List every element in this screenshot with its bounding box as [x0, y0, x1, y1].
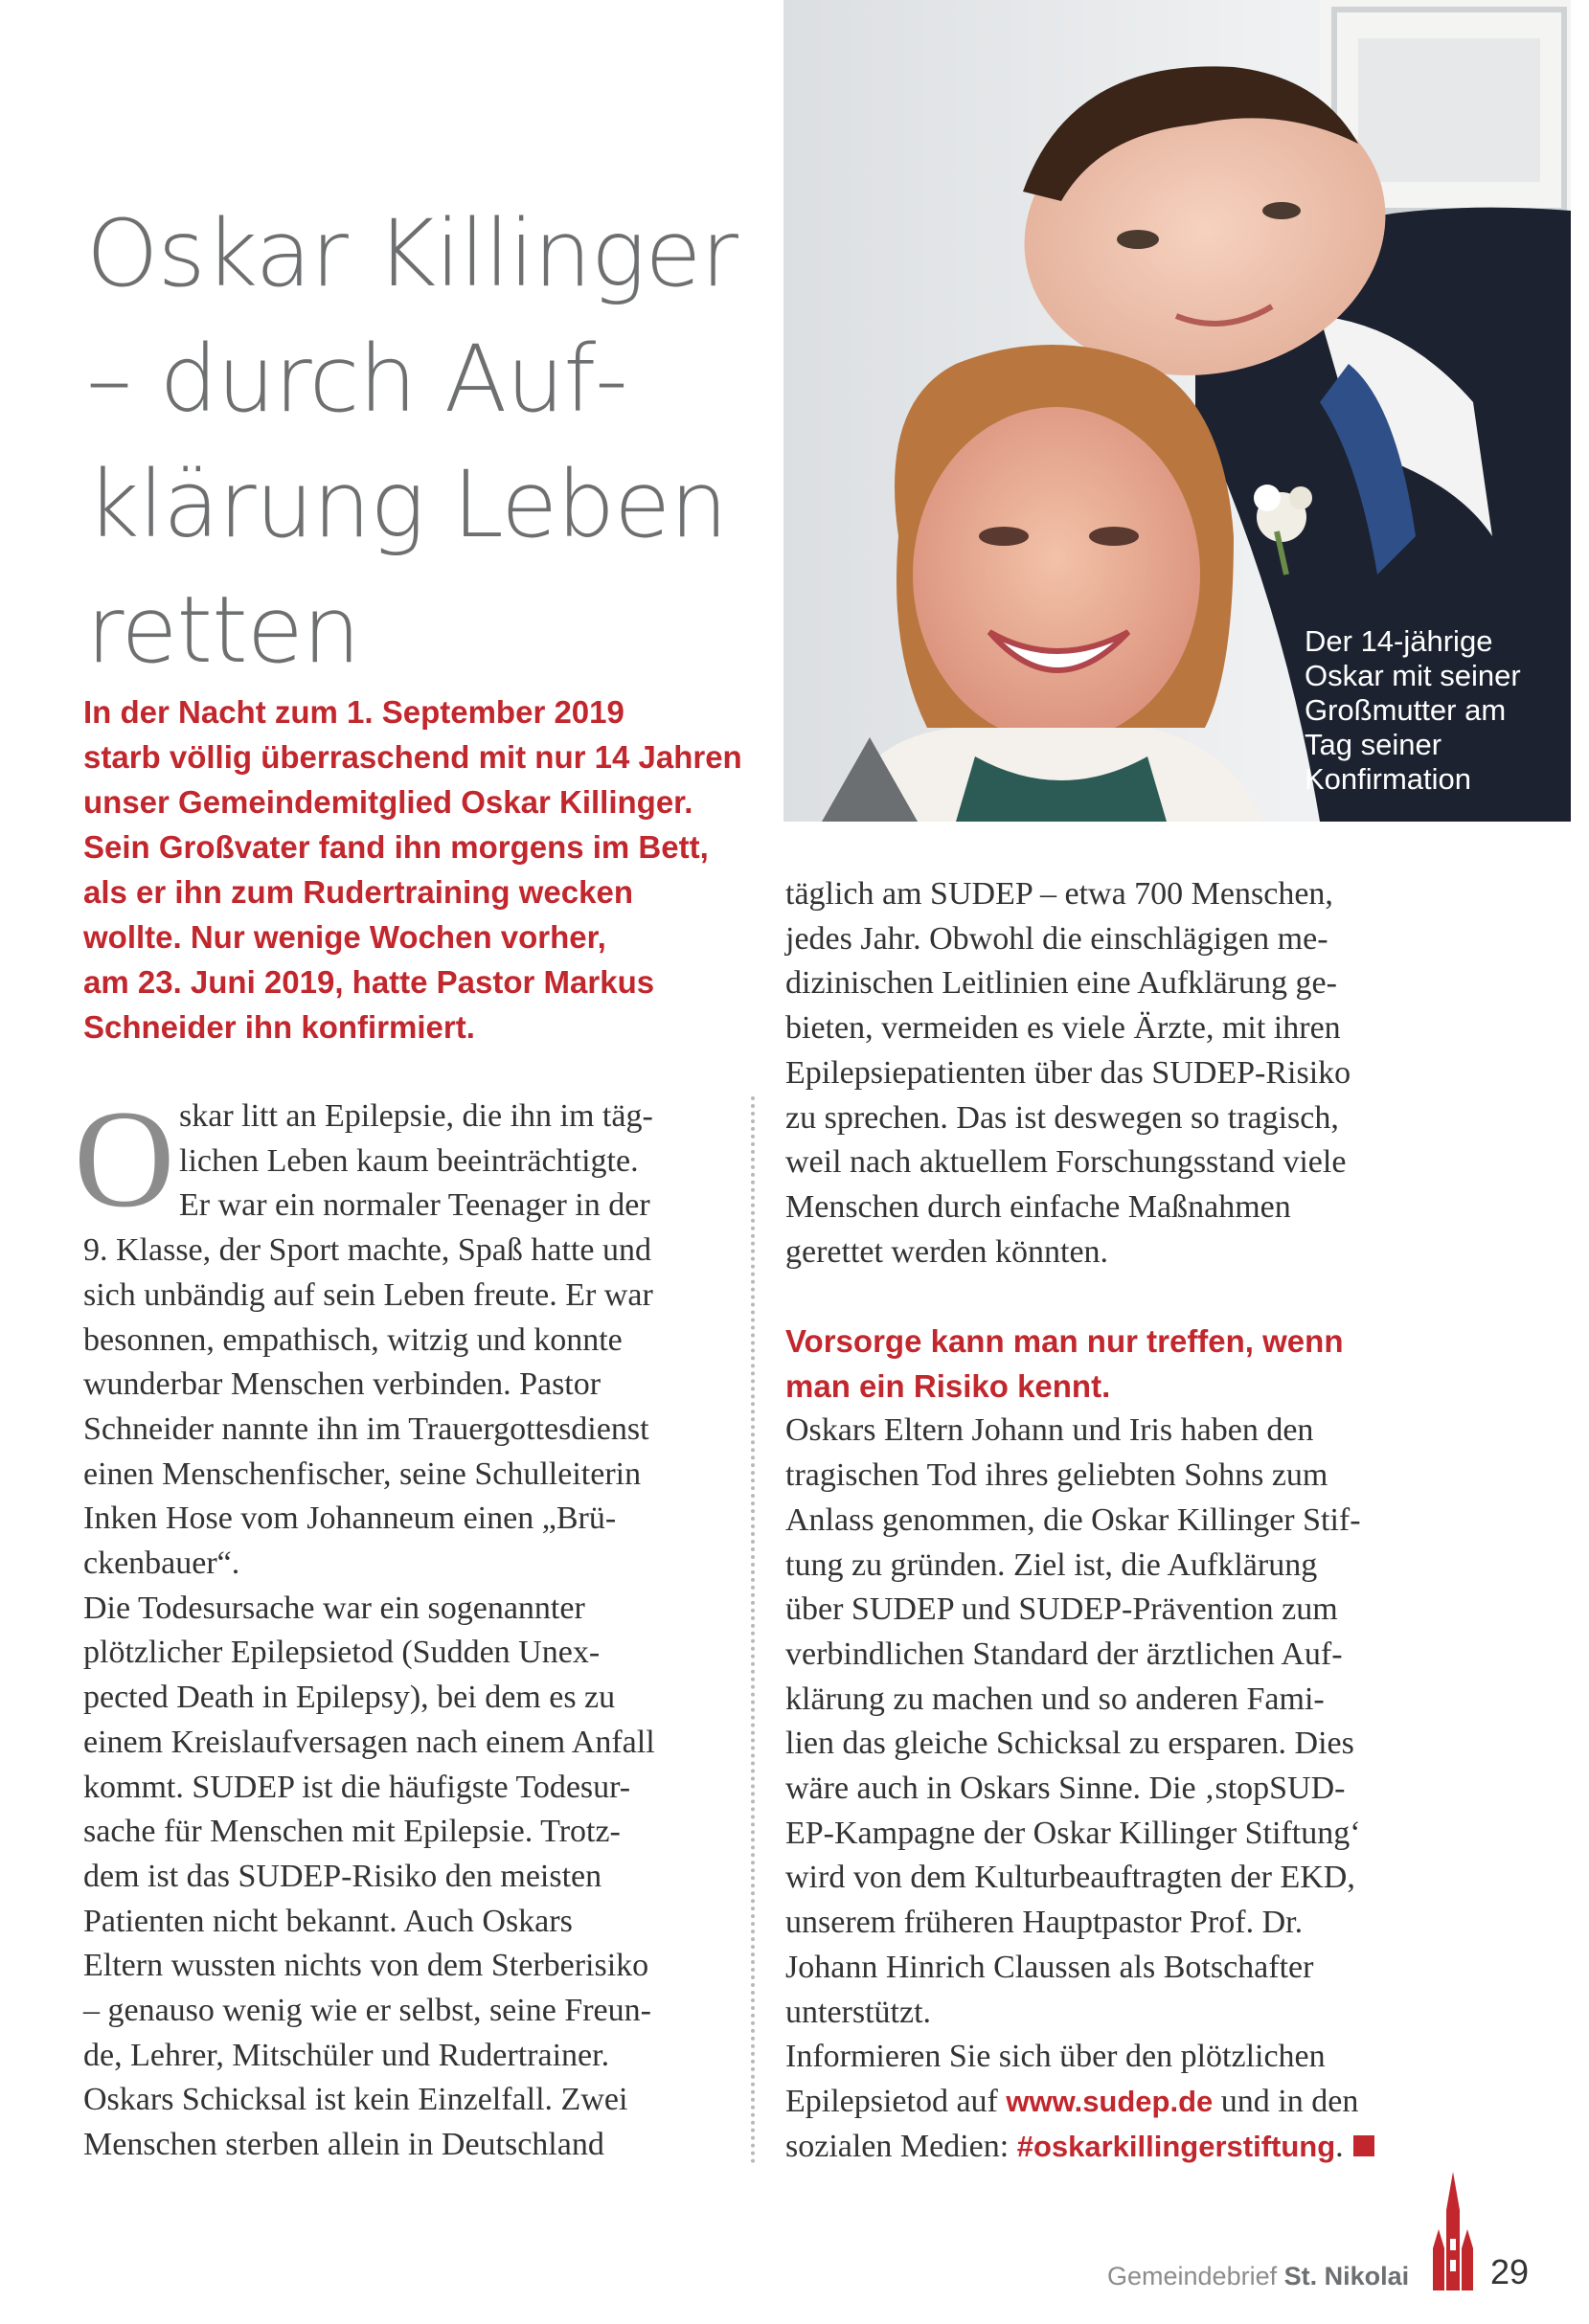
lead-line: Schneider ihn konfirmiert. — [83, 1009, 475, 1045]
drop-cap: O — [74, 1081, 175, 1236]
publication-name: Gemeindebrief — [1107, 2262, 1278, 2290]
body-line: Er war ein normaler Teenager in der — [179, 1187, 650, 1224]
website-link[interactable]: www.sudep.de — [1006, 2084, 1214, 2118]
lead-line: Sein Großvater fand ihn morgens im Bett, — [83, 829, 709, 865]
body-line: wird von dem Kulturbeauftragten der EKD, — [785, 1860, 1355, 1896]
title-line: – durch Auf- — [86, 326, 627, 433]
body-line: EP-Kampagne der Oskar Killinger Stiftung‘ — [785, 1815, 1361, 1851]
title-line: Oskar Killinger — [86, 200, 738, 307]
body-column-left — [83, 1094, 735, 2168]
footer-publication — [1107, 2262, 1409, 2291]
church-tower-icon — [1431, 2172, 1475, 2290]
body-line: dizinischen Leitlinien eine Aufklärung ge- — [785, 965, 1337, 1002]
body-line: Anlass genommen, die Oskar Killinger Stif- — [785, 1501, 1361, 1538]
body-line: skar litt an Epilepsie, die ihn im täg- — [179, 1098, 653, 1134]
caption-line: Konfirmation — [1305, 762, 1472, 796]
body-line: einen Menschenfischer, seine Schulleiterin — [83, 1455, 642, 1492]
caption-line: Oskar mit seiner — [1305, 659, 1521, 692]
body-column-right — [785, 872, 1418, 2169]
body-text: Epilepsietod auf — [785, 2083, 1007, 2119]
body-line: Die Todesursache war ein sogenannter — [83, 1590, 585, 1626]
body-line: tragischen Tod ihres geliebten Sohns zum — [785, 1457, 1328, 1494]
body-line: lichen Leben kaum beeinträchtigte. — [179, 1142, 639, 1179]
lead-line: wollte. Nur wenige Wochen vorher, — [83, 919, 606, 955]
article-lead — [83, 689, 754, 1049]
body-line: verbindlichen Standard der ärztlichen Auf- — [785, 1636, 1343, 1672]
body-line: kommt. SUDEP ist die häufigste Todesur- — [83, 1769, 631, 1805]
body-line: Patienten nicht bekannt. Auch Oskars — [83, 1903, 573, 1939]
lead-line: In der Nacht zum 1. September 2019 — [83, 694, 624, 730]
lead-line: unser Gemeindemitglied Oskar Killinger. — [83, 784, 693, 820]
title-line: retten — [86, 576, 360, 684]
photo-caption — [1305, 624, 1563, 797]
column-divider — [751, 1096, 755, 2164]
body-line: wunderbar Menschen verbinden. Pastor — [83, 1366, 602, 1403]
body-line: Inken Hose vom Johanneum einen „Brü- — [83, 1500, 617, 1537]
body-line: bieten, vermeiden es viele Ärzte, mit ihren — [785, 1010, 1341, 1047]
caption-line: Der 14-jährige — [1305, 624, 1493, 658]
body-line: – genauso wenig wie er selbst, seine Freun- — [83, 1993, 651, 2029]
body-line: unserem früheren Hauptpastor Prof. Dr. — [785, 1905, 1304, 1941]
caption-line: Großmutter am — [1305, 693, 1507, 727]
body-line: tung zu gründen. Ziel ist, die Aufklärung — [785, 1546, 1318, 1583]
article-title — [86, 192, 776, 693]
body-line: Eltern wussten nichts von dem Sterberisiko — [83, 1948, 649, 1984]
body-line: täglich am SUDEP – etwa 700 Menschen, — [785, 876, 1333, 912]
body-line — [785, 2080, 1418, 2125]
body-line: Menschen durch einfache Maßnahmen — [785, 1188, 1291, 1225]
body-line: weil nach aktuellem Forschungsstand viele — [785, 1144, 1347, 1181]
body-line: Informieren Sie sich über den plötzlichen — [785, 2039, 1326, 2075]
body-line: klärung zu machen und so anderen Fami- — [785, 1681, 1325, 1717]
body-line: Oskars Schicksal ist kein Einzelfall. Zwei — [83, 2082, 628, 2118]
body-line: lien das gleiche Schicksal zu ersparen. Dies — [785, 1726, 1354, 1762]
hashtag-link[interactable]: #oskarkillingerstiftung — [1016, 2129, 1336, 2163]
body-line: Schneider nannte ihn im Trauergottesdienst — [83, 1410, 649, 1447]
body-line: ckenbauer“. — [83, 1546, 240, 1582]
body-line: jedes Jahr. Obwohl die einschlägigen me- — [785, 920, 1328, 957]
lead-line: starb völlig überraschend mit nur 14 Jahren — [83, 739, 742, 775]
body-line: besonnen, empathisch, witzig und konnte — [83, 1321, 623, 1358]
body-line: pected Death in Epilepsy), bei dem es zu — [83, 1680, 616, 1716]
body-line: unterstützt. — [785, 1994, 932, 2030]
body-line: einem Kreislaufversagen nach einem Anfall — [83, 1724, 655, 1760]
body-line: sache für Menschen mit Epilepsie. Trotz- — [83, 1814, 621, 1850]
body-line: zu sprechen. Das ist deswegen so tragisch, — [785, 1099, 1339, 1136]
lead-line: als er ihn zum Rudertraining wecken — [83, 874, 633, 910]
subheading-line: man ein Risiko kennt. — [785, 1367, 1111, 1404]
parish-name: St. Nikolai — [1283, 2262, 1410, 2290]
body-line: über SUDEP und SUDEP-Prävention zum — [785, 1591, 1338, 1628]
body-text: sozialen Medien: — [785, 2128, 1017, 2164]
body-line: 9. Klasse, der Sport machte, Spaß hatte und — [83, 1232, 651, 1269]
body-line: plötzlicher Epilepsietod (Sudden Unex- — [83, 1635, 601, 1671]
title-line: klärung Leben — [86, 451, 728, 558]
body-line: de, Lehrer, Mitschüler und Rudertrainer. — [83, 2037, 610, 2073]
body-line: Oskars Eltern Johann und Iris haben den — [785, 1412, 1314, 1449]
body-text: . — [1335, 2128, 1344, 2164]
lead-line: am 23. Juni 2019, hatte Pastor Markus — [83, 964, 655, 1000]
page-number: 29 — [1490, 2252, 1530, 2291]
section-subheading — [785, 1320, 1418, 1409]
caption-line: Tag seiner — [1305, 728, 1442, 761]
body-line: Epilepsiepatienten über das SUDEP-Risiko — [785, 1054, 1351, 1091]
body-text: und in den — [1213, 2083, 1359, 2119]
subheading-line: Vorsorge kann man nur treffen, wenn — [785, 1323, 1344, 1360]
body-line: gerettet werden könnten. — [785, 1233, 1109, 1270]
body-line: wäre auch in Oskars Sinne. Die ‚stopSUD- — [785, 1771, 1346, 1807]
body-line: Johann Hinrich Claussen als Botschafter — [785, 1949, 1314, 1985]
body-line: dem ist das SUDEP-Risiko den meisten — [83, 1858, 602, 1894]
body-line — [785, 2125, 1418, 2170]
body-line: sich unbändig auf sein Leben freute. Er war — [83, 1276, 653, 1313]
end-mark-icon — [1353, 2135, 1374, 2156]
body-line: Menschen sterben allein in Deutschland — [83, 2127, 604, 2163]
blank-line — [785, 1275, 1418, 1320]
